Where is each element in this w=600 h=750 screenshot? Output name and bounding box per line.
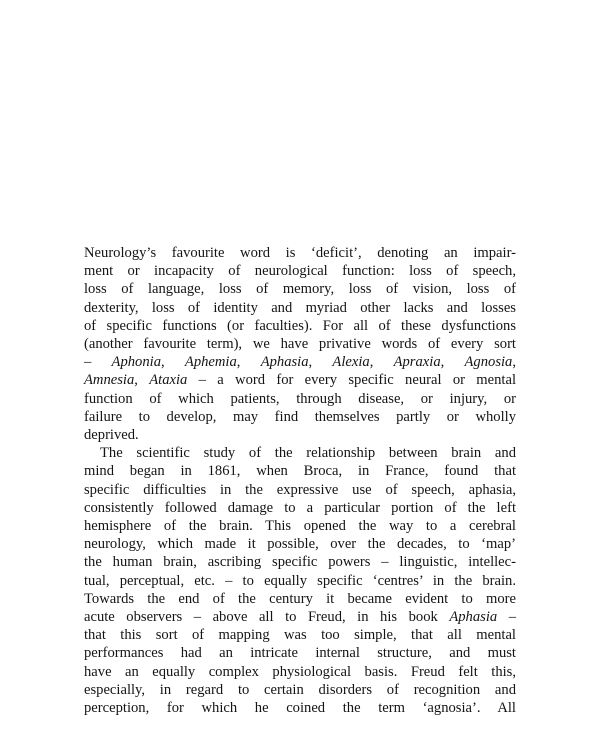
text-line: performances had an intricate internal structure, and must — [84, 645, 516, 662]
text-line: Towards the end of the century it became evident to more — [84, 590, 516, 607]
text-line: – Aphonia, Aphemia, Aphasia, Alexia, Apraxia, Agnosia, — [84, 354, 517, 371]
paragraph-2 — [84, 444, 516, 717]
italic-term: Aphemia — [184, 354, 237, 371]
text-line: mind began in 1861, when Broca, in France, found that — [84, 463, 516, 480]
text-line: that this sort of mapping was too simple, that all mental — [84, 627, 516, 644]
text-line: have an equally complex physiological basis. Freud felt this, — [84, 663, 516, 680]
text-line: the human brain, ascribing specific powers – linguistic, intellec- — [84, 554, 516, 571]
text-line: of specific functions (or faculties). For all of these dysfunctions — [84, 317, 516, 334]
italic-term: Apraxia — [393, 354, 441, 371]
italic-term: Alexia — [332, 354, 370, 371]
text-line: failure to develop, may find themselves partly or wholly — [84, 408, 516, 425]
text-line: (another favourite term), we have privative words of every sort — [84, 336, 516, 353]
paragraph-1 — [84, 244, 516, 444]
text-line: neurology, which made it possible, over the decades, to ‘map’ — [84, 536, 516, 553]
italic-term: Amnesia — [84, 372, 135, 389]
text-line: loss of language, loss of memory, loss of vision, loss of — [84, 281, 516, 298]
text-line: tual, perceptual, etc. – to equally specific ‘centres’ in the brain. — [84, 572, 516, 589]
text-line: specific difficulties in the expressive use of speech, aphasia, — [84, 481, 516, 498]
text-line: Neurology’s favourite word is ‘deficit’, denoting an impair- — [84, 245, 516, 261]
italic-term: Aphonia — [111, 354, 162, 371]
text-line: function of which patients, through disease, or injury, or — [84, 390, 516, 407]
text-line: perception, for which he coined the term ‘agnosia’. All — [84, 700, 516, 717]
text-line: especially, in regard to certain disorders of recognition and — [84, 681, 516, 698]
text-line: acute observers – above all to Freud, in his book Aphasia – — [84, 609, 516, 626]
text-line: consistently followed damage to a particular portion of the left — [84, 499, 516, 516]
text-line: hemisphere of the brain. This opened the way to a cerebral — [84, 518, 516, 535]
text-line: ment or incapacity of neurological function: loss of speech, — [84, 263, 516, 280]
text-line: Amnesia, Ataxia – a word for every specific neural or mental — [84, 372, 517, 389]
text-line: The scientific study of the relationship between brain and — [100, 445, 516, 462]
italic-term: Aphasia — [260, 354, 309, 371]
italic-term: Agnosia — [464, 354, 513, 371]
italic-term: Ataxia — [149, 372, 188, 389]
text-line: deprived. — [84, 427, 139, 444]
italic-term: Aphasia — [449, 609, 498, 626]
body-text — [84, 244, 516, 717]
text-line: dexterity, loss of identity and myriad other lacks and losses — [84, 299, 516, 316]
